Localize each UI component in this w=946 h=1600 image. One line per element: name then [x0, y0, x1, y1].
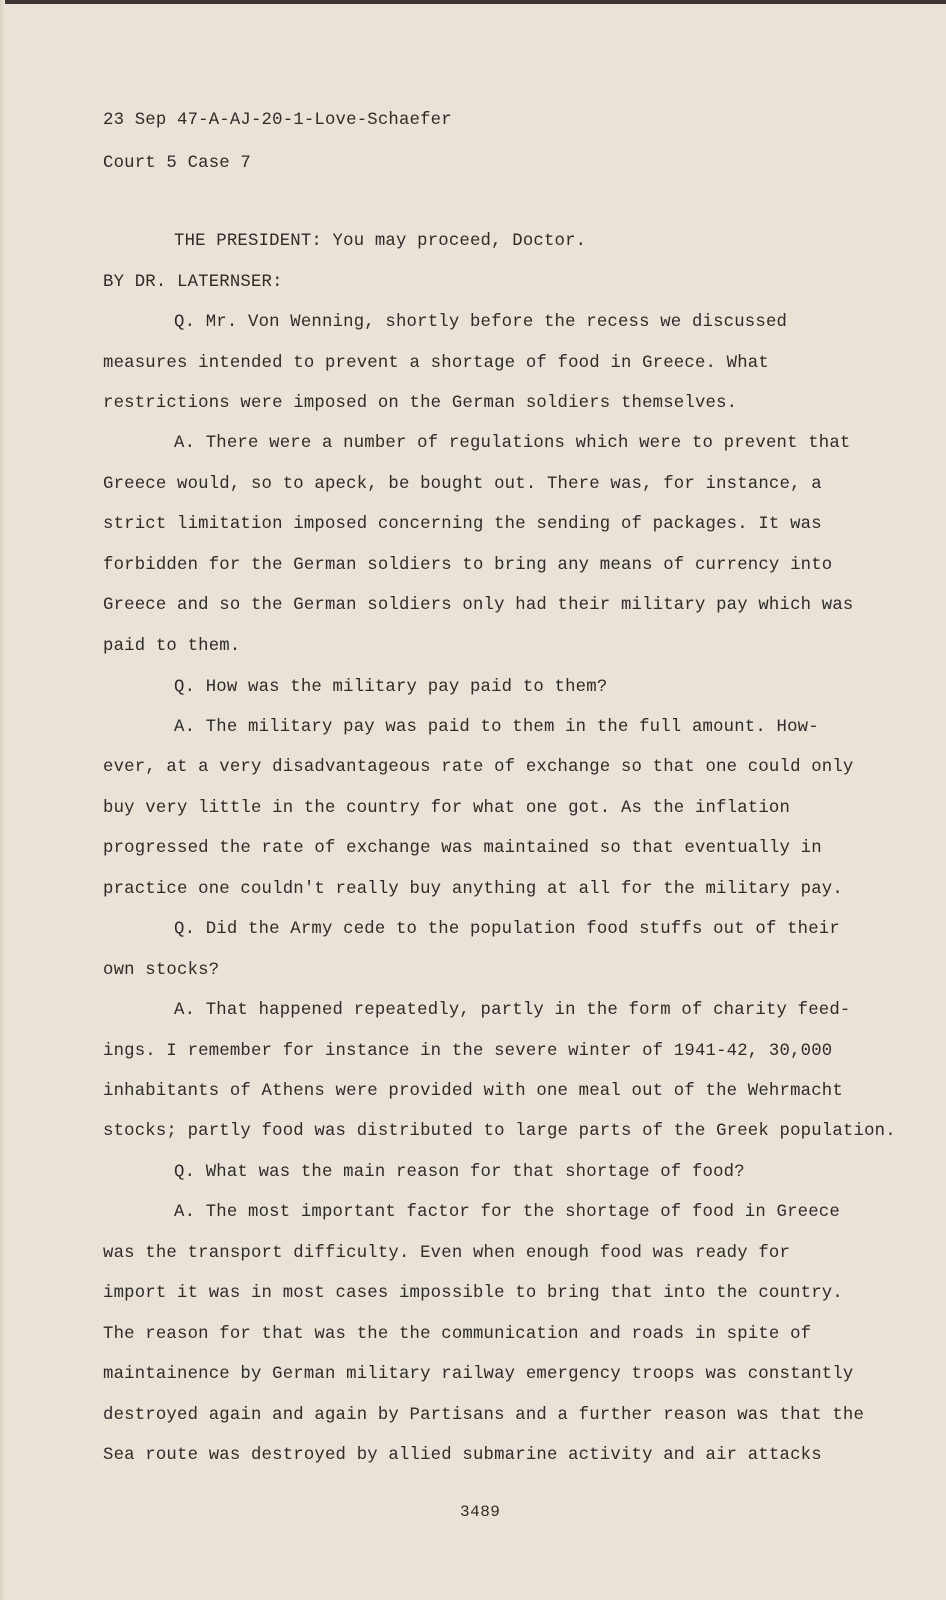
transcript-line: Q. Mr. Von Wenning, shortly before the recess we discussed: [174, 313, 788, 332]
transcript-line: Greece would, so to apeck, be bought out. There was, for instance, a: [103, 475, 822, 494]
transcript-line: destroyed again and again by Partisans and a further reason was that the: [103, 1406, 865, 1425]
transcript-line: was the transport difficulty. Even when enough food was ready for: [103, 1244, 791, 1263]
transcript-line: inhabitants of Athens were provided with one meal out of the Wehrmacht: [103, 1082, 843, 1101]
court-line: Court 5 Case 7: [103, 154, 251, 173]
transcript-line: BY DR. LATERNSER:: [103, 273, 283, 292]
transcript-line: THE PRESIDENT: You may proceed, Doctor.: [174, 232, 587, 251]
transcript-line: The reason for that was the the communication and roads in spite of: [103, 1325, 812, 1344]
transcript-line: ings. I remember for instance in the severe winter of 1941-42, 30,000: [103, 1042, 833, 1061]
transcript-line: Q. Did the Army cede to the population food stuffs out of their: [174, 920, 840, 939]
page-number: 3489: [460, 1503, 501, 1521]
transcript-line: A. The most important factor for the shortage of food in Greece: [174, 1203, 840, 1222]
transcript-line: buy very little in the country for what one got. As the inflation: [103, 799, 791, 818]
transcript-line: Greece and so the German soldiers only had their military pay which was: [103, 596, 854, 615]
reference-line: 23 Sep 47-A-AJ-20-1-Love-Schaefer: [103, 111, 452, 130]
page-top-edge: [0, 0, 946, 4]
transcript-line: A. The military pay was paid to them in the full amount. How-: [174, 718, 819, 737]
transcript-line: practice one couldn't really buy anything at all for the military pay.: [103, 880, 843, 899]
transcript-line: own stocks?: [103, 961, 220, 980]
transcript-line: ever, at a very disadvantageous rate of exchange so that one could only: [103, 758, 854, 777]
transcript-line: measures intended to prevent a shortage of food in Greece. What: [103, 354, 769, 373]
page-left-edge: [0, 0, 5, 1600]
transcript-line: forbidden for the German soldiers to bring any means of currency into: [103, 556, 833, 575]
transcript-line: A. That happened repeatedly, partly in the form of charity feed-: [174, 1001, 851, 1020]
transcript-line: Q. How was the military pay paid to them?: [174, 678, 608, 697]
transcript-line: strict limitation imposed concerning the sending of packages. It was: [103, 515, 822, 534]
transcript-line: Q. What was the main reason for that shortage of food?: [174, 1163, 745, 1182]
transcript-line: A. There were a number of regulations which were to prevent that: [174, 434, 851, 453]
transcript-line: paid to them.: [103, 637, 241, 656]
transcript-line: progressed the rate of exchange was maintained so that eventually in: [103, 839, 822, 858]
transcript-line: restrictions were imposed on the German soldiers themselves.: [103, 394, 738, 413]
transcript-line: import it was in most cases impossible to bring that into the country.: [103, 1284, 843, 1303]
transcript-line: stocks; partly food was distributed to large parts of the Greek population.: [103, 1122, 896, 1141]
transcript-line: Sea route was destroyed by allied submarine activity and air attacks: [103, 1446, 822, 1465]
transcript-line: maintainence by German military railway emergency troops was constantly: [103, 1365, 854, 1384]
